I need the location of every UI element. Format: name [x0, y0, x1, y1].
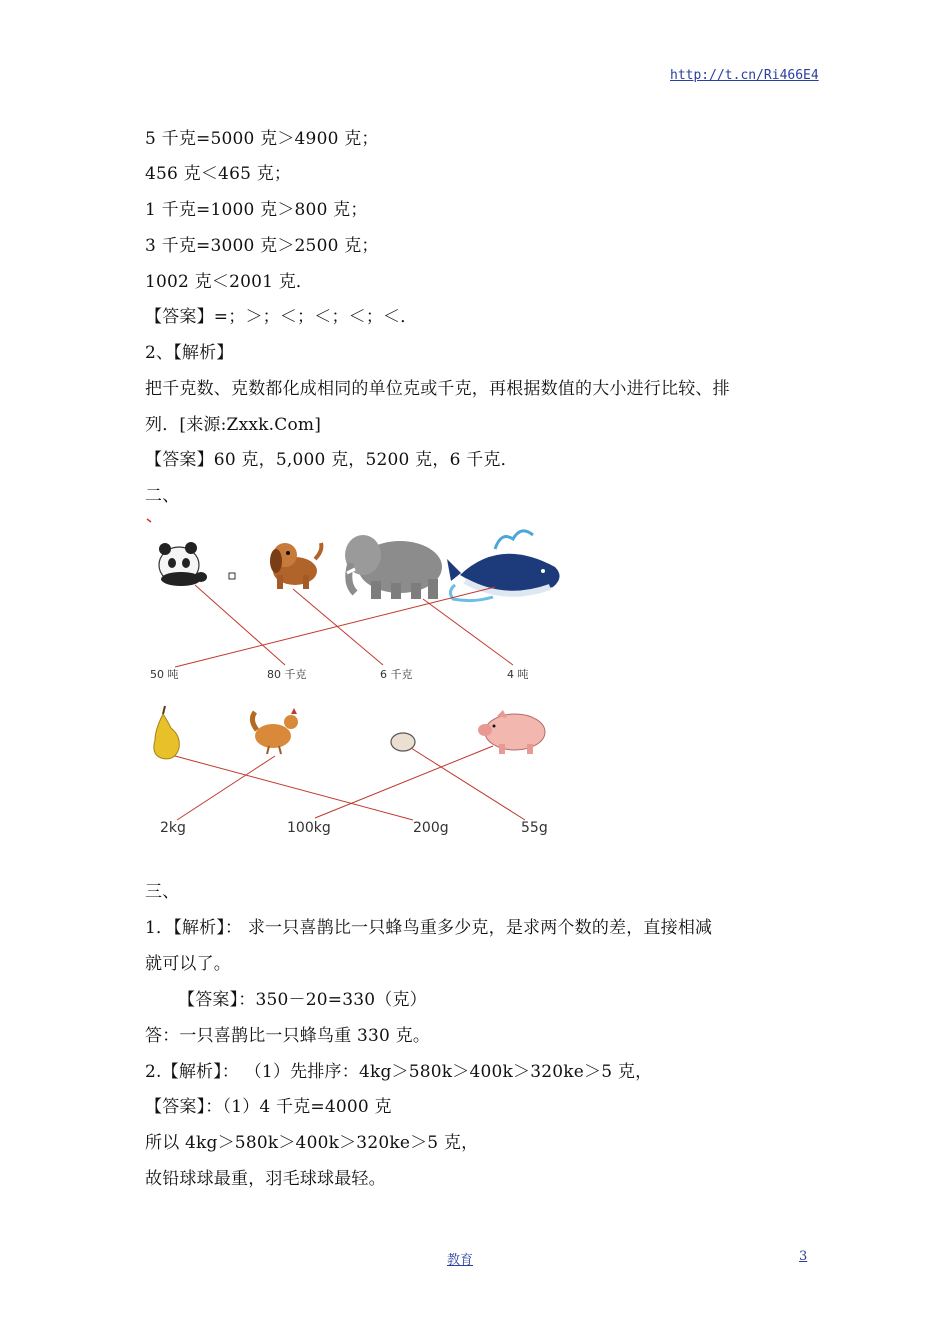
object-weight-figure [145, 700, 565, 840]
text-line: 所以 4kg＞580k＞400k＞320ke＞5 克， [145, 1133, 479, 1153]
text-line: 就可以了。 [145, 954, 231, 974]
weight-label: 6 千克 [380, 668, 413, 681]
weight-label: 2kg [160, 820, 186, 836]
text-line: 2.【解析】： （1）先排序：4kg＞580k＞400k＞320ke＞5 克， [145, 1062, 653, 1082]
weight-label: 200g [413, 820, 449, 836]
weight-label: 55g [521, 820, 548, 836]
text-line: 1002 克＜2001 克． [145, 272, 314, 292]
whale-icon [447, 531, 560, 601]
panda-icon [159, 542, 207, 586]
page-number[interactable]: 3 [799, 1249, 808, 1264]
text-line: 答：一只喜鹊比一只蜂鸟重 330 克。 [145, 1026, 431, 1046]
text-line: 把千克数、克数都化成相同的单位克或千克，再根据数值的大小进行比较、排 [145, 379, 730, 399]
answer-line: 【答案】60 克，5,000 克，5200 克，6 千克． [145, 450, 518, 470]
pear-icon [154, 706, 179, 759]
weight-label: 50 吨 [150, 668, 179, 681]
text-line: 1．【解析】： 求一只喜鹊比一只蜂鸟重多少克，是求两个数的差，直接相减 [145, 918, 713, 938]
answer-line: 【答案】=；＞；＜；＜；＜；＜． [145, 307, 418, 327]
hen-icon [252, 708, 298, 754]
elephant-icon [345, 535, 442, 599]
animal-weight-figure [145, 515, 565, 685]
text-line: 3 千克=3000 克＞2500 克； [145, 236, 379, 256]
dog-icon [270, 543, 321, 589]
weight-label: 4 吨 [507, 668, 529, 681]
section-heading: 三、 [145, 882, 180, 902]
section-heading: 2、【解析】 [145, 343, 234, 363]
text-line: 故铅球球最重，羽毛球球最轻。 [145, 1169, 386, 1189]
weight-label: 100kg [287, 820, 331, 836]
weight-label: 80 千克 [267, 668, 307, 681]
footer-link[interactable]: 教育 [447, 1253, 474, 1268]
section-heading: 二、 [145, 486, 180, 506]
answer-line: 【答案】：（1）4 千克=4000 克 [145, 1097, 392, 1117]
text-line: 1 千克=1000 克＞800 克； [145, 200, 368, 220]
text-line: 5 千克=5000 克＞4900 克； [145, 129, 379, 149]
header-link[interactable]: http://t.cn/Ri466E4 [670, 68, 819, 83]
answer-line: 【答案】：350－20=330（克） [178, 990, 427, 1010]
text-line: 列．[来源:Zxxk.Com] [145, 415, 322, 435]
pig-icon [478, 710, 545, 754]
text-line: 456 克＜465 克； [145, 164, 292, 184]
